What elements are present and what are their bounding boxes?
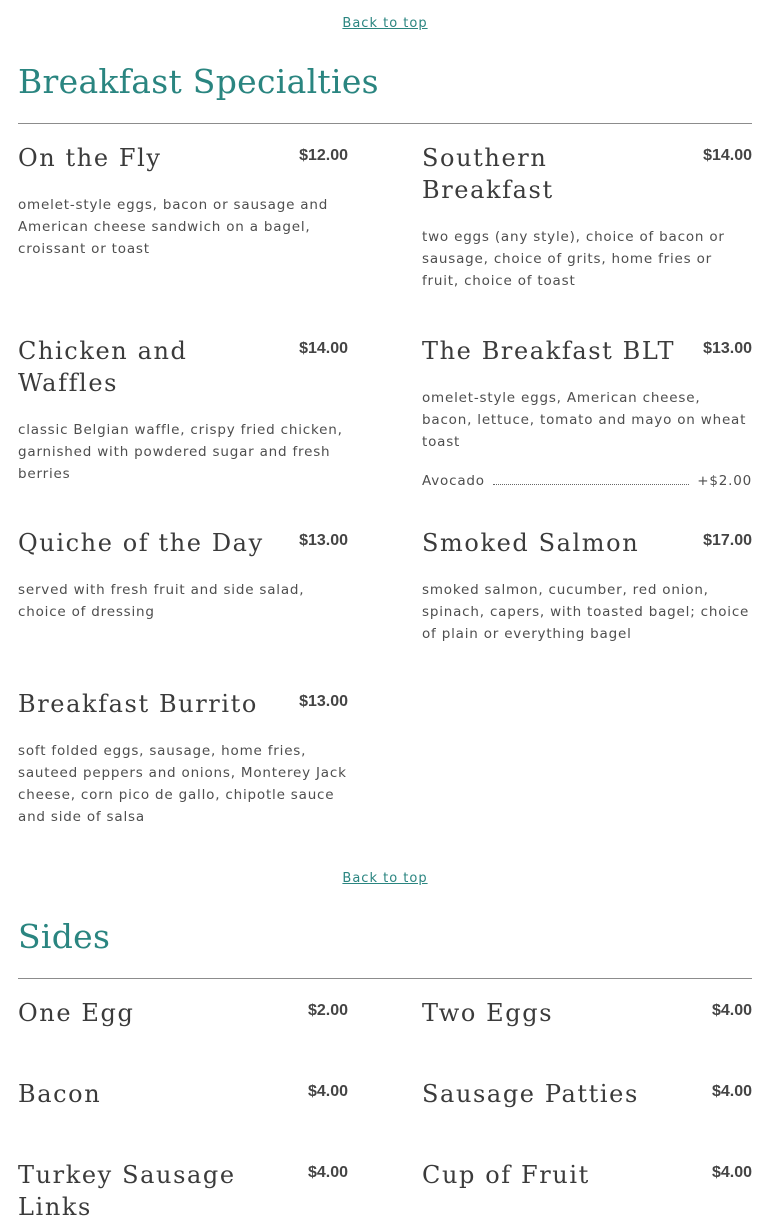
item-price: $13.00 [703, 340, 752, 357]
menu-item [18, 688, 348, 828]
item-price: $2.00 [307, 1002, 348, 1019]
item-price: $4.00 [711, 1164, 752, 1181]
menu-item [422, 1159, 752, 1191]
addon-name: Avocado [422, 473, 485, 489]
item-name: Turkey Sausage Links [18, 1161, 236, 1221]
item-price: $13.00 [299, 532, 348, 549]
item-name: On the Fly [18, 144, 162, 172]
item-price: $12.00 [299, 147, 348, 164]
item-description: served with fresh fruit and side salad, choice of dressing [18, 582, 305, 620]
section-divider [18, 978, 752, 979]
menu-item [18, 142, 348, 260]
item-name: Chicken and Waffles [18, 337, 188, 397]
menu-item [18, 527, 348, 623]
addon-leader-dots [493, 474, 689, 485]
item-name: Two Eggs [422, 999, 554, 1027]
menu-item [18, 335, 348, 485]
item-price: $4.00 [711, 1083, 752, 1100]
menu-item [18, 1159, 348, 1223]
section-title-breakfast: Breakfast Specialties [18, 62, 379, 101]
menu-item [422, 527, 752, 645]
item-name: Smoked Salmon [422, 529, 640, 557]
item-price: $14.00 [703, 147, 752, 164]
item-name: One Egg [18, 999, 135, 1027]
menu-item [422, 997, 752, 1029]
item-name: Sausage Patties [422, 1080, 639, 1108]
item-name: Bacon [18, 1080, 102, 1108]
section-title-sides: Sides [18, 917, 111, 956]
item-price: $13.00 [299, 693, 348, 710]
item-name: Southern Breakfast [422, 144, 554, 204]
back-to-top-link[interactable]: Back to top [342, 871, 428, 886]
item-name: Quiche of the Day [18, 529, 264, 557]
addon-row [422, 473, 752, 489]
menu-item [422, 142, 752, 292]
item-description: smoked salmon, cucumber, red onion, spinach, capers, with toasted bagel; choice of plain or everything bagel [422, 582, 750, 642]
item-description: two eggs (any style), choice of bacon or sausage, choice of grits, home fries or fruit, choice of toast [422, 229, 725, 289]
menu-item [422, 1078, 752, 1110]
item-price: $4.00 [711, 1002, 752, 1019]
item-price: $4.00 [307, 1164, 348, 1181]
menu-item [18, 1078, 348, 1110]
item-price: $4.00 [307, 1083, 348, 1100]
menu-item [18, 997, 348, 1029]
item-name: The Breakfast BLT [422, 337, 676, 365]
item-description: omelet-style eggs, American cheese, bacon, lettuce, tomato and mayo on wheat toast [422, 390, 747, 450]
item-price: $14.00 [299, 340, 348, 357]
item-description: omelet-style eggs, bacon or sausage and American cheese sandwich on a bagel, croissant or toast [18, 197, 329, 257]
item-name: Breakfast Burrito [18, 690, 258, 718]
item-description: classic Belgian waffle, crispy fried chicken, garnished with powdered sugar and fresh berries [18, 422, 343, 482]
menu-item [422, 335, 752, 489]
item-price: $17.00 [703, 532, 752, 549]
addon-price: +$2.00 [697, 473, 752, 489]
item-description: soft folded eggs, sausage, home fries, sauteed peppers and onions, Monterey Jack cheese, corn pico de gallo, chipotle sauce and side of salsa [18, 743, 347, 825]
section-divider [18, 123, 752, 124]
item-name: Cup of Fruit [422, 1161, 590, 1189]
back-to-top-link[interactable]: Back to top [342, 16, 428, 31]
